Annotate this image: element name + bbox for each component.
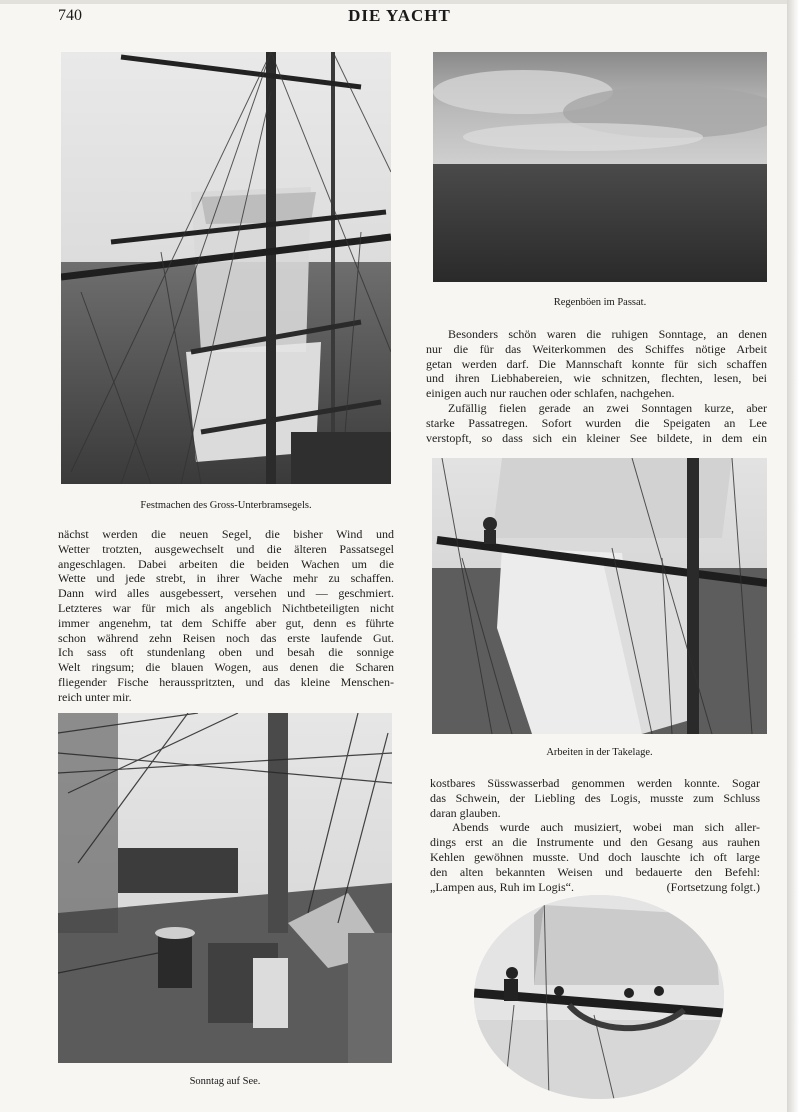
- text-line: Kehlen gewöhnen musste. Und doch lauschte ich oft large: [430, 849, 760, 864]
- text-line: Letzteres war für mich als angeblich Nichtbeteiligten nicht: [58, 600, 394, 615]
- text-line: dings erst an die Instrumente und den Gesang aus rauhen: [430, 835, 760, 850]
- text-line: verstopft, so dass sich ein kleiner See bildete, in dem ein: [426, 430, 767, 445]
- text-line: kostbares Süsswasserbad genommen werden konnte. Sogar: [430, 776, 760, 790]
- text-line: immer angenehm, tat dem Schiffe aber gut, denn es führte: [58, 615, 394, 630]
- text-line: das Schwein, der Liebling des Logis, musste zum Schluss: [430, 790, 760, 805]
- text-line: Ich sass oft stundenlang oben und besah die sonnige: [58, 645, 394, 660]
- caption-middle-right: Arbeiten in der Takelage.: [546, 747, 653, 758]
- text-line: Zufällig fielen gerade an zwei Sonntagen kurze, aber: [448, 400, 767, 415]
- caption-top-right: Regenböen im Passat.: [553, 297, 647, 308]
- text-right-bottom: [430, 776, 760, 894]
- photo-gross-unterbramsegel: [61, 52, 391, 484]
- text-line: nächst werden die neuen Segel, die bisher Wind und: [58, 527, 394, 541]
- photo-oval-vignette: [474, 895, 724, 1099]
- text-line: starke Passatregen. Sofort wurden die Speigaten an Lee: [426, 415, 767, 430]
- page-edge-top: [0, 0, 799, 4]
- text-line: daran glauben.: [430, 805, 501, 820]
- text-line: nur die für das Weiterkommen des Schiffes nötige Arbeit: [426, 341, 767, 356]
- text-line-final: „Lampen aus, Ruh im Logis“.: [430, 879, 574, 894]
- text-line: und ihren Liebhabereien, wie schnitzen, flechten, lesen, bei: [426, 371, 767, 386]
- text-line: reich unter mir.: [58, 689, 132, 704]
- continuation-note: (Fortsetzung folgt.): [666, 879, 760, 894]
- text-line: Welt ringsum; die blauen Wogen, aus denen die Scharen: [58, 660, 394, 675]
- text-line: den alten bekannten Weisen und bedauerte den Befehl:: [430, 864, 760, 879]
- text-line: einigen auch nur rauchen oder schlafen, nachgehen.: [426, 386, 675, 401]
- text-line: schon während zehn Reisen noch das erste laufende Gut.: [58, 630, 394, 645]
- text-line: fliegender Fische herausspritzten, und das kleine Menschen-: [58, 674, 394, 689]
- journal-title: DIE YACHT: [348, 6, 451, 25]
- page-edge-right: [787, 0, 799, 1112]
- text-line: Wetter trotzten, ausgewechselt und die älteren Passatsegel: [58, 541, 394, 556]
- text-right-top: [426, 327, 767, 445]
- text-line: [430, 880, 760, 895]
- text-line: getan werden darf. Die Mannschaft konnte für sich schaffen: [426, 356, 767, 371]
- text-line: angeschlagen. Dabei arbeiten die beiden Wachen um die: [58, 556, 394, 571]
- photo-regenboeen: [433, 52, 767, 282]
- text-left-column: [58, 527, 394, 705]
- photo-arbeiten-takelage: [432, 458, 767, 734]
- photo-sonntag-auf-see: [58, 713, 392, 1063]
- page-number: 740: [58, 7, 82, 24]
- text-line: Abends wurde auch musiziert, wobei man sich aller-: [452, 820, 760, 835]
- text-line: Wette und jede strebt, in ihrer Wache mehr zu schaffen.: [58, 571, 394, 586]
- caption-top-left: Festmachen des Gross-Unterbramsegels.: [140, 500, 312, 511]
- text-line: Dann wird alles ausgebessert, versehen und — geschmiert.: [58, 586, 394, 601]
- text-line: Besonders schön waren die ruhigen Sonntage, an denen: [448, 327, 767, 341]
- caption-bottom-left: Sonntag auf See.: [189, 1076, 261, 1087]
